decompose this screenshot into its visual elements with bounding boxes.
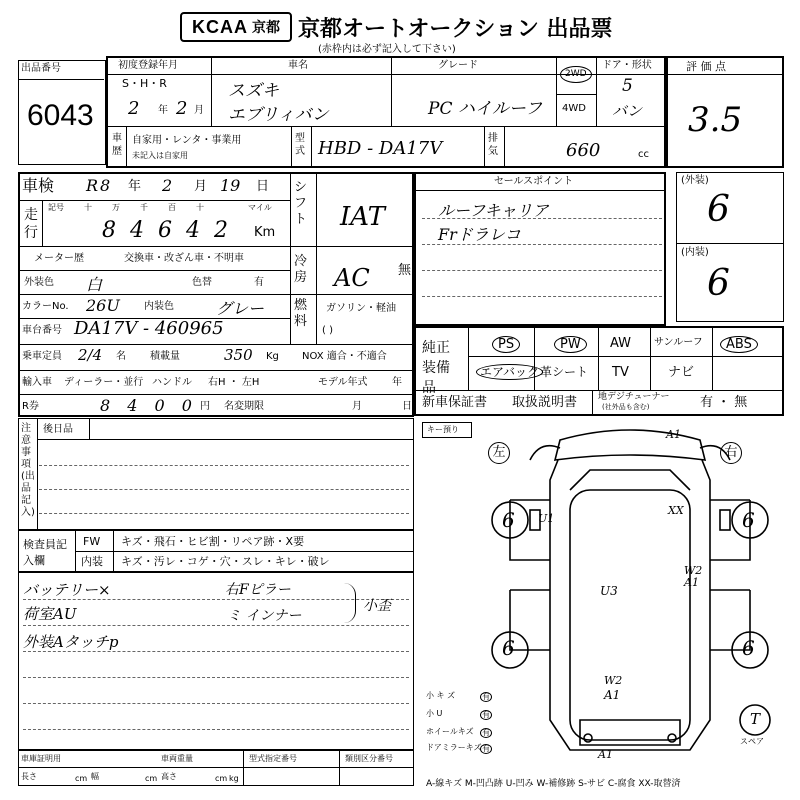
- color-label: 外装色: [24, 277, 54, 288]
- recycle-value: 8 4 0 0: [100, 396, 198, 415]
- spare-mark: T: [750, 710, 761, 728]
- notes-label: 注意事項(出品記入): [21, 423, 35, 518]
- 4wd-option: 4WD: [562, 103, 586, 114]
- mark-u3: U3: [600, 584, 618, 598]
- int-color-value: グレー: [216, 299, 265, 318]
- footer-kg: kg: [229, 774, 239, 783]
- remark-4: 右Fピラー: [225, 582, 291, 598]
- history-label: 車歴: [112, 133, 122, 157]
- footer-length: 長さ: [21, 772, 37, 781]
- deadline-label: 名変期限: [224, 401, 264, 412]
- deadline-month: 月: [352, 401, 362, 412]
- score-value: 3.5: [688, 100, 743, 140]
- fuel-options: ガソリン・軽油: [326, 303, 396, 314]
- history-note: 未記入は自家用: [132, 151, 188, 160]
- model-year-unit: 年: [392, 377, 402, 388]
- 2wd-option: 2WD: [560, 66, 592, 83]
- grade-label: グレード: [438, 60, 478, 71]
- sales-point-2: Frドラレコ: [438, 225, 521, 244]
- equip-tv: TV: [612, 365, 629, 380]
- inspection-label: 車検: [22, 176, 55, 195]
- remark-1: バッテリー×: [23, 581, 111, 599]
- model-value: エブリィバン: [228, 105, 329, 125]
- damage-legend: A-線キズ M-凹凸跡 U-凹み W-補修跡 S-サビ C-腐食 XX-取替済: [426, 779, 681, 789]
- equip-abs: ABS: [720, 336, 758, 353]
- exterior-value: 6: [707, 189, 730, 230]
- capacity-value: 2/4: [78, 346, 103, 364]
- equip-navi: ナビ: [668, 365, 695, 380]
- model-code-label: 型式: [295, 133, 305, 157]
- lot-box: [18, 60, 106, 165]
- import-handle: ハンドル: [152, 377, 192, 388]
- inspector-label: 検査員記入欄: [23, 538, 67, 567]
- reg-year-unit: 年: [158, 105, 168, 116]
- interior-value: 6: [707, 263, 730, 304]
- left-side-label: 左: [488, 442, 510, 464]
- exterior-label: (外装): [681, 175, 709, 186]
- chassis-label: 車台番号: [22, 325, 62, 336]
- equip-ps: PS: [492, 336, 520, 353]
- capacity-label: 乗車定員: [22, 351, 62, 362]
- inspection-day: 19: [220, 176, 241, 195]
- inspection-era: R: [86, 176, 99, 195]
- footer-height: 高さ: [161, 772, 177, 781]
- tone-label: 色替: [192, 277, 212, 288]
- equip-aw: AW: [610, 336, 632, 351]
- logo: [180, 12, 292, 42]
- mirror-scratch-label: ドアミラーキズ: [426, 743, 482, 752]
- remark-2: 荷室AU: [23, 605, 77, 623]
- body-doors: 5: [622, 76, 633, 96]
- load-unit: Kg: [266, 351, 279, 362]
- footer-model-no: 型式指定番号: [249, 754, 297, 763]
- remark-3: 外装Aタッチp: [23, 633, 119, 651]
- color-value: 白: [86, 275, 103, 294]
- footer-weight: 車両重量: [161, 754, 193, 763]
- equip-leather: 革シート: [540, 365, 589, 379]
- warranty-doc: 新車保証書: [422, 395, 488, 410]
- reg-month: 2: [176, 98, 188, 119]
- mark-u1: U1: [538, 512, 555, 525]
- shift-value: IAT: [340, 202, 385, 232]
- lot-label: 出品番号: [21, 63, 61, 74]
- mileage-col-4: 百: [168, 203, 176, 212]
- notes-box: [18, 418, 414, 530]
- small-u-label: 小 U: [426, 709, 443, 718]
- fuel-label: 燃料: [294, 298, 308, 329]
- mileage-col-3: 千: [140, 203, 148, 212]
- displacement-value: 660: [566, 140, 601, 161]
- interior-label: (内装): [681, 247, 709, 258]
- model-code-value: HBD - DA17V: [318, 138, 443, 159]
- inspection-day-unit: 日: [256, 179, 270, 194]
- remark-5: ミ インナー: [227, 608, 302, 624]
- tire-fl: 6: [502, 508, 515, 532]
- mileage-unit: Km: [254, 225, 276, 240]
- tire-rr: 6: [742, 636, 755, 660]
- body-shape: バン: [612, 102, 643, 120]
- inspection-year: 8: [100, 176, 111, 195]
- manual-doc: 取扱説明書: [512, 395, 578, 410]
- mileage-col-5: 十: [196, 203, 204, 212]
- mileage-col-1: 十: [84, 203, 92, 212]
- fw-items: キズ・飛石・ヒビ割・リペア跡・X要: [121, 535, 305, 548]
- displacement-label: 排気: [488, 133, 498, 157]
- import-dealer: ディーラー・並行: [64, 377, 144, 388]
- meter-label: メーター歴: [34, 253, 84, 264]
- recycle-unit: 円: [200, 401, 210, 412]
- footer-dims-label: 車庫証明用: [21, 754, 61, 763]
- right-side-label: 右: [720, 442, 742, 464]
- make-value: スズキ: [228, 81, 279, 101]
- equip-sunroof: サンルーフ: [654, 337, 703, 348]
- inspection-month-unit: 月: [194, 179, 208, 194]
- import-lr: 右H ・ 左H: [208, 377, 260, 388]
- int-color-label: 内装色: [144, 301, 174, 312]
- make-label: 車名: [288, 60, 308, 71]
- inspection-year-unit: 年: [128, 179, 142, 194]
- load-value: 350: [224, 346, 253, 364]
- history-options: 自家用・レンタ・事業用: [132, 135, 242, 146]
- mark-w2-rear: W2: [604, 674, 623, 687]
- logo-city: 京都: [252, 20, 280, 36]
- score-label: 評 価 点: [686, 60, 726, 73]
- model-year-label: モデル年式: [318, 377, 368, 388]
- mileage-label: 走行: [24, 207, 38, 241]
- footer-length-cm: cm: [75, 774, 88, 783]
- sales-point-label: セールスポイント: [494, 176, 574, 187]
- score-box: [666, 56, 784, 168]
- footer-height-cm: cm: [215, 774, 228, 783]
- reg-eras: S・H・R: [122, 77, 167, 90]
- tone-value: 有: [254, 277, 264, 288]
- import-label: 輸入車: [22, 377, 52, 388]
- top-grid: [106, 56, 666, 168]
- page-subtitle: (赤枠内は必ず記入して下さい): [318, 44, 456, 55]
- keys-label: キー預り: [427, 425, 459, 434]
- tuner-note: (社外品も含む): [602, 403, 650, 411]
- mark-a1-rear: A1: [604, 688, 621, 702]
- inspector-box: [18, 530, 414, 572]
- footer-dims: [18, 750, 414, 786]
- small-scratch-mark: 有: [482, 692, 490, 701]
- inspection-month: 2: [162, 176, 173, 195]
- recycle-label: R券: [22, 401, 39, 412]
- small-u-mark: 有: [482, 710, 490, 719]
- keys-box: [422, 422, 472, 438]
- car-diagram: [470, 420, 790, 790]
- interior-check-items: キズ・汚レ・コゲ・穴・スレ・キレ・破レ: [121, 555, 330, 568]
- remark-6: 小歪: [363, 598, 391, 614]
- lot-number: 6043: [27, 99, 94, 132]
- deadline-day: 日: [402, 401, 412, 412]
- wheel-scratch-label: ホイールキズ: [426, 727, 474, 736]
- equip-airbag: エアバック: [476, 364, 543, 380]
- displacement-unit: cc: [638, 149, 649, 160]
- mark-a1-bottom: A1: [598, 748, 613, 761]
- sales-point-box: [414, 172, 666, 326]
- mirror-scratch-mark: 有: [482, 744, 490, 753]
- remarks-box: [18, 572, 414, 750]
- meter-options: 交換車・改ざん車・不明車: [124, 253, 244, 264]
- mark-xx: XX: [668, 504, 684, 517]
- equipment-label: 純正装備品: [422, 340, 450, 396]
- interior-check-label: 内装: [81, 555, 103, 568]
- nox-label: NOX 適合・不適合: [302, 351, 387, 362]
- reg-label: 初度登録年月: [118, 60, 178, 71]
- tuner-yesno: 有 ・ 無: [700, 395, 748, 410]
- reg-month-unit: 月: [194, 105, 204, 116]
- capacity-unit: 名: [116, 351, 126, 362]
- reg-year: 2: [128, 98, 140, 119]
- mileage-digits: 84642: [102, 218, 242, 243]
- spare-label: スペア: [740, 737, 764, 746]
- grade-box: [676, 172, 784, 322]
- aircon-none: 無: [398, 263, 412, 278]
- page-title: 京都オートオークション 出品票: [298, 17, 613, 42]
- mileage-col-0: 記号: [48, 203, 64, 212]
- after-items-label: 後日品: [43, 424, 73, 435]
- mark-a1-right: A1: [684, 576, 699, 589]
- color-no-value: 26U: [86, 296, 120, 315]
- tuner-label: 地デジチューナー: [598, 392, 670, 402]
- load-label: 積載量: [150, 351, 180, 362]
- wheel-scratch-mark: 有: [482, 728, 490, 737]
- chassis-value: DA17V - 460965: [74, 318, 224, 339]
- shift-label: シフト: [294, 180, 308, 227]
- aircon-label: 冷房: [294, 254, 308, 285]
- fuel-paren: ( ): [322, 325, 333, 336]
- tire-rl: 6: [502, 636, 515, 660]
- equip-pw: PW: [554, 336, 587, 353]
- mileage-col-2: 万: [112, 203, 120, 212]
- fw-label: FW: [83, 535, 101, 548]
- small-scratch-label: 小 キ ズ: [426, 691, 456, 700]
- footer-width-cm: cm: [145, 774, 158, 783]
- middle-form: [18, 172, 414, 417]
- body-label: ドア・形状: [602, 60, 652, 71]
- sales-point-1: ルーフキャリア: [438, 201, 549, 220]
- tire-fr: 6: [742, 508, 755, 532]
- equipment-box: [414, 326, 784, 416]
- mark-a1-top: A1: [666, 428, 681, 441]
- footer-class-no: 類別区分番号: [345, 754, 393, 763]
- aircon-value: AC: [334, 264, 370, 292]
- grade-value: PC ハイルーフ: [428, 99, 542, 119]
- footer-width: 幅: [91, 772, 99, 781]
- logo-text: KCAA: [192, 16, 248, 37]
- color-no-label: カラーNo.: [22, 301, 69, 312]
- mark-w2-right: W2: [684, 564, 703, 577]
- mileage-col-6: マイル: [248, 203, 272, 212]
